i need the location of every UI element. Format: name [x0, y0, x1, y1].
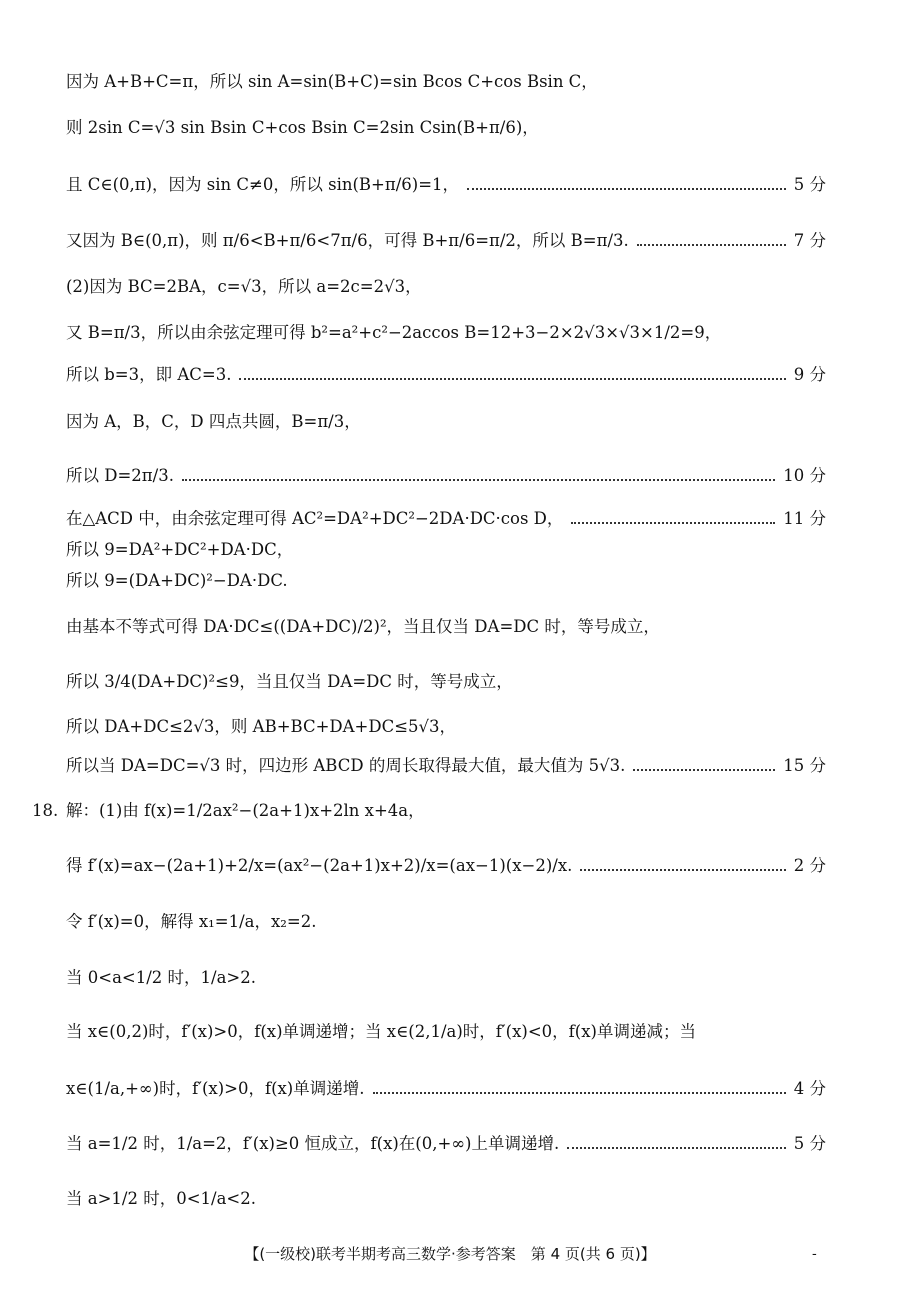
text-line: 所以 DA+DC≤2√3，则 AB+BC+DA+DC≤5√3， [66, 717, 457, 736]
text-line: 又 B=π/3，所以由余弦定理可得 b²=a²+c²−2accos B=12+3−2×2√3×√3×1/2=9， [66, 323, 722, 342]
score-points: 4 分 [793, 1079, 826, 1098]
text-line: 当 a>1/2 时，0<1/a<2. [66, 1189, 256, 1208]
text-line: 令 f′(x)=0，解得 x₁=1/a，x₂=2. [66, 912, 317, 931]
text-line: 当 a=1/2 时，1/a=2，f′(x)≥0 恒成立，f(x)在(0,+∞)上单调递增. 5 分 [66, 1134, 826, 1153]
score-points: 10 分 [783, 466, 826, 485]
text-line: 因为 A，B，C，D 四点共圆，B=π/3， [66, 412, 361, 431]
text-line: 解：(1)由 f(x)=1/2ax²−(2a+1)x+2ln x+4a， [66, 801, 425, 820]
text-line: 当 0<a<1/2 时，1/a>2. [66, 968, 256, 987]
text-line: 所以 9=(DA+DC)²−DA·DC. [66, 571, 288, 590]
text-line: 得 f′(x)=ax−(2a+1)+2/x=(ax²−(2a+1)x+2)/x=(ax−1)(x−2)/x. 2 分 [66, 856, 826, 875]
corner-mark: - [812, 1246, 817, 1262]
text-line: x∈(1/a,+∞)时，f′(x)>0，f(x)单调递增. 4 分 [66, 1079, 826, 1098]
score-points: 7 分 [793, 231, 826, 250]
score-points: 5 分 [793, 175, 826, 194]
text-line: 所以 D=2π/3. 10 分 [66, 466, 826, 485]
text-line: 且 C∈(0,π)，因为 sin C≠0，所以 sin(B+π/6)=1， 5 分 [66, 175, 826, 194]
text-line: 由基本不等式可得 DA·DC≤((DA+DC)/2)²，当且仅当 DA=DC 时，等号成立， [66, 617, 660, 636]
score-points: 11 分 [783, 509, 826, 528]
text-line: (2)因为 BC=2BA，c=√3，所以 a=2c=2√3， [66, 277, 422, 296]
text-line: 当 x∈(0,2)时，f′(x)>0，f(x)单调递增；当 x∈(2,1/a)时，f′(x)<0，f(x)单调递减；当 [66, 1022, 696, 1041]
page-footer: 【(一级校)联考半期考高三数学·参考答案 第 4 页(共 6 页)】 [244, 1245, 656, 1263]
text-line: 所以 b=3，即 AC=3. 9 分 [66, 365, 826, 384]
question-number: 18. [32, 801, 59, 820]
score-points: 5 分 [793, 1134, 826, 1153]
text-line: 又因为 B∈(0,π)，则 π/6<B+π/6<7π/6，可得 B+π/6=π/2，所以 B=π/3. 7 分 [66, 231, 826, 250]
score-points: 9 分 [793, 365, 826, 384]
score-points: 2 分 [793, 856, 826, 875]
text-line: 所以 3/4(DA+DC)²≤9，当且仅当 DA=DC 时，等号成立， [66, 672, 513, 691]
text-line: 则 2sin C=√3 sin Bsin C+cos Bsin C=2sin Csin(B+π/6)， [66, 118, 539, 137]
text-line: 所以 9=DA²+DC²+DA·DC， [66, 540, 294, 559]
score-points: 15 分 [783, 756, 826, 775]
text-line: 在△ACD 中，由余弦定理可得 AC²=DA²+DC²−2DA·DC·cos D， 11 分 [66, 509, 826, 528]
text-line: 因为 A+B+C=π，所以 sin A=sin(B+C)=sin Bcos C+cos Bsin C， [66, 72, 598, 91]
text-line: 所以当 DA=DC=√3 时，四边形 ABCD 的周长取得最大值，最大值为 5√3. 15 分 [66, 756, 826, 775]
